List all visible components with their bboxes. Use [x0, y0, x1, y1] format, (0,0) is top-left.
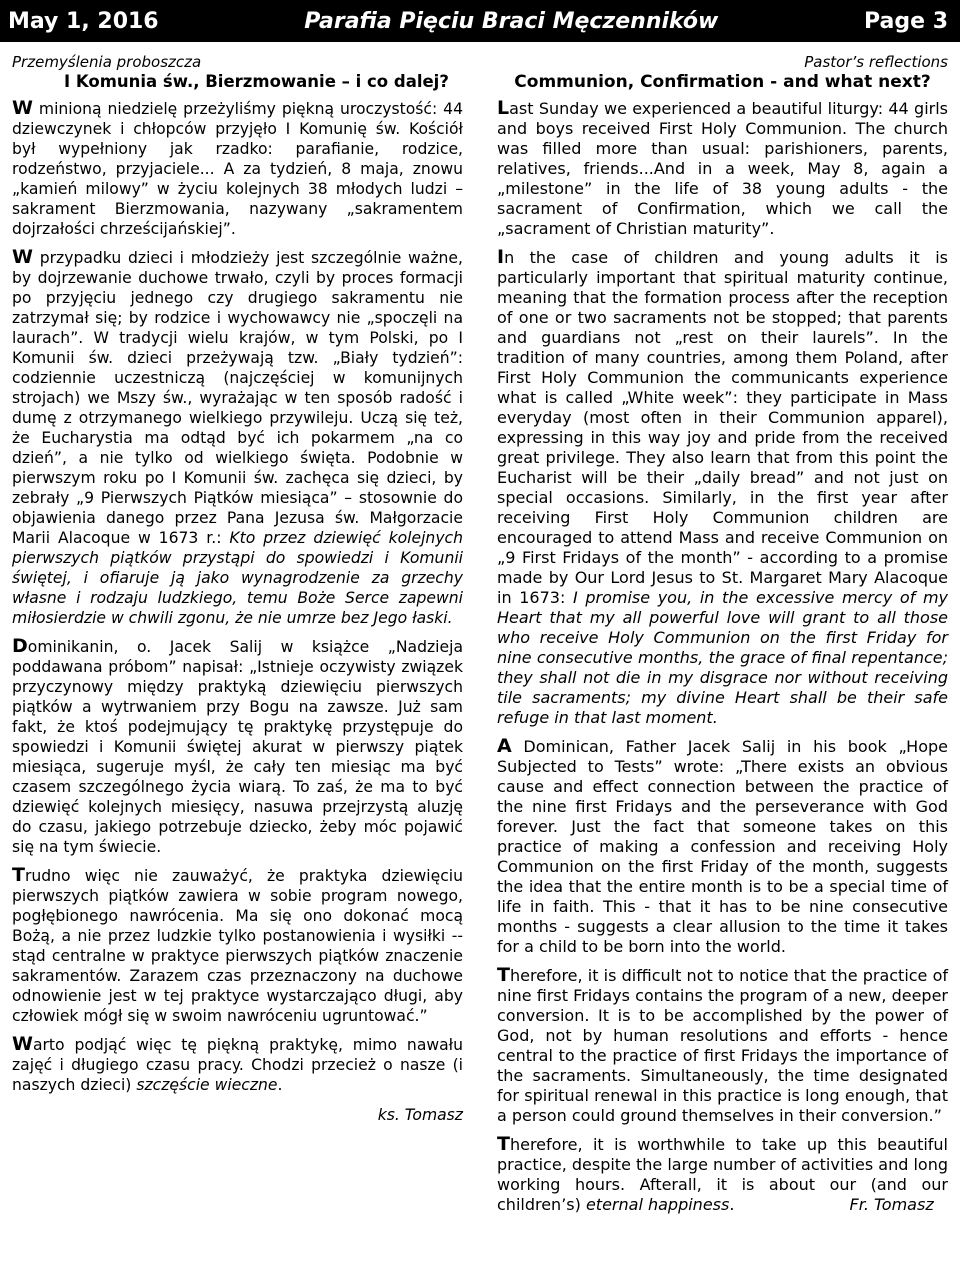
paragraph	[497, 1134, 948, 1215]
paragraph-text: minioną niedzielę przeżyliśmy piękną uroczystość: 44 dziewczynek i chłopców przyjęło I Komunię św. Kościół był wypełniony jak rzadko: parafianie, rodzice, rodzeństwo, przyjaciele... A za tydzień, 8 maja, znowu „kamień milowy” w życiu kolejnych 38 młodych ludzi – sakrament Bierzmowania, nazywany „sakramentem dojrzałości chrześcijańskiej”.	[12, 100, 463, 238]
drop-cap: I	[497, 246, 505, 268]
signature: Fr. Tomasz	[849, 1195, 934, 1214]
drop-cap: W	[12, 97, 33, 119]
polish-column	[12, 52, 463, 1125]
english-column	[497, 52, 948, 1223]
emphasis-italic: szczęście wieczne	[136, 1076, 278, 1094]
paragraph	[12, 865, 463, 1026]
header-bar	[0, 0, 960, 42]
emphasis-italic: eternal happiness	[585, 1195, 730, 1214]
paragraph	[497, 247, 948, 728]
issue-date: May 1, 2016	[8, 8, 159, 34]
paragraph	[497, 98, 948, 239]
signature: ks. Tomasz	[377, 1106, 463, 1124]
drop-cap: T	[12, 864, 25, 886]
paragraph-text: Dominican, Father Jacek Salij in his book „Hope Subjected to Tests” wrote: „There exists an obvious cause and effect connection between the practice of the nine first Fridays and the perseverance with God forever. Just the fact that someone takes on this practice of making a confession and receiving Holy Communion on the first Friday of the month, suggests the idea that the entire month is to be a special time of life in faith. This - that it has to be nine consecutive months - suggests a clear allusion to the time it takes for a child to be born into the world.	[497, 737, 948, 956]
paragraph-text: przypadku dzieci i młodzieży jest szczególnie ważne, by dojrzewanie duchowe trwało, czyli by proces formacji po przyjęciu jednego czy drugiego sakramentu nie zatrzymał się; by rodzice i wychowawcy nie „spoczęli na laurach”. W tradycji wielu krajów, w tym Polski, po I Komunii św. dzieci przeżywają tzw. „Biały tydzień”: codziennie uczestniczą (najczęściej w komunijnych strojach) we Mszy św., wyrażając w ten sposób radość i dumę z otrzymanego wielkiego przywileju. Uczą się też, że Eucharystia ma odtąd być ich pokarmem „na co dzień”, a nie tylko od wielkiego święta. Podobnie w pierwszym roku po I Komunii św. zachęca się dzieci, by zebrały „9 Pierwszych Piątków miesiąca” – stosownie do objawienia danego przez Pana Jezusa św. Małgorzacie Marii Alacoque w 1673 r.:	[12, 249, 463, 547]
drop-cap: L	[497, 97, 510, 119]
drop-cap: T	[497, 964, 510, 986]
paragraph	[12, 98, 463, 239]
paragraph-text: ast Sunday we experienced a beautiful liturgy: 44 girls and boys received First Holy Communion. The church was filled more than usual: parishioners, parents, relatives, friends...And in a week, May 8, again a „milestone” in the life of 38 young adults - the sacrament of Confirmation, which we call the „sacrament of Christian maturity”.	[497, 99, 948, 238]
column-kicker: Przemyślenia proboszcza	[12, 53, 202, 71]
drop-cap: A	[497, 735, 512, 757]
paragraph	[12, 636, 463, 857]
drop-cap: T	[497, 1133, 510, 1155]
drop-cap: D	[12, 635, 28, 657]
quotation-italic: I promise you, in the excessive mercy of my Heart that my all powerful love will grant to all those who receive Holy Communion on the first Friday for nine consecutive months, the grace of final repentance; they shall not die in my disgrace nor without receiving tile sacraments; my divine Heart shall be their safe refuge in that last moment.	[497, 588, 948, 727]
paragraph-text: ominikanin, o. Jacek Salij w książce „Nadzieja poddawana próbom” napisał: „Istnieje oczywisty związek przyczynowy między praktyką dziewięciu pierwszych piątków a wytrwaniem przy Bogu na zawsze. Już sam fakt, że ktoś podejmujący tę praktykę przystępuje do spowiedzi i Komunii świętej akurat w pierwszy piątek miesiąca, sugeruje myśl, że cały ten miesiąc ma być czasem szczególnego życia wiarą. To zaś, że ma to być dziewięć kolejnych miesięcy, nasuwa przejrzystą aluzję do czasu, jakiego potrzebuje dziecko, żeby móc pojawić się na tym świecie.	[12, 638, 463, 856]
paragraph-text: arto podjąć więc tę piękną praktykę, mimo nawału zajęć i długiego czasu pracy. Chodzi przecież o nasze (i naszych dzieci)	[12, 1036, 463, 1094]
drop-cap: W	[12, 246, 33, 268]
period: .	[277, 1076, 283, 1094]
column-kicker: Pastor’s reflections	[804, 53, 948, 71]
parish-name: Parafia Pięciu Braci Męczenników	[304, 8, 719, 34]
paragraph	[12, 1034, 463, 1095]
paragraph	[497, 736, 948, 957]
period: .	[729, 1195, 735, 1214]
article-title: Communion, Confirmation - and what next?	[514, 72, 931, 92]
paragraph-text: rudno więc nie zauważyć, że praktyka dziewięciu pierwszych piątków zawiera w sobie program nowego, pogłębionego nawrócenia. Ma się ono dokonać mocą Bożą, a nie przez ludzkie tylko postanowienia i wysiłki -- stąd centralne w praktyce pierwszych piątków znaczenie sakramentów. Zarazem czas przeznaczony na duchowe odnowienie jest w tej praktyce wystarczająco długi, aby człowiek mógł się w swoim nawróceniu ugruntować.”	[12, 867, 463, 1025]
paragraph-text: n the case of children and young adults it is particularly important that spiritual maturity continue, meaning that the formation process after the reception of one or two sacraments not be stopped; that parents and guardians not „rest on their laurels”. In the tradition of many countries, among them Poland, after First Holy Communion the communicants experience what is called „White week”: they participate in Mass everyday (most often in their Communion apparel), expressing in this way joy and pride from the received great privilege. They also learn that from this point the Eucharist will be their „daily bread” and not just on special occasions. Similarly, in the first year after receiving First Holy Communion children are encouraged to attend Mass and receive Communion on „9 First Fridays of the month” - according to a promise made by Our Lord Jesus to St. Margaret Mary Alacoque in 1673:	[497, 248, 948, 607]
paragraph-text: herefore, it is difficult not to notice that the practice of nine first Fridays contains the program of a new, deeper conversion. It is to be accomplished by the power of God, not by human resolutions and efforts - hence central to the practice of first Fridays the importance of the sacraments. Simultaneously, the time designated for spiritual renewal in this practice is long enough, that a person could ground themselves in their conversion.”	[497, 966, 948, 1125]
paragraph-text: herefore, it is worthwhile to take up this beautiful practice, despite the large number of activities and long working hours. Afterall, it is about our (and our children’s)	[497, 1135, 948, 1214]
drop-cap: W	[12, 1033, 33, 1055]
page-number: Page 3	[863, 8, 948, 34]
article-title: I Komunia św., Bierzmowanie – i co dalej?	[64, 72, 449, 91]
paragraph	[12, 247, 463, 628]
paragraph	[497, 965, 948, 1126]
quotation-italic: Kto przez dziewięć kolejnych pierwszych piątków przystąpi do spowiedzi i Komunii świętej, i ofiaruje ją jako wynagrodzenie za grzechy własne i rodzaju ludzkiego, temu Boże Serce zapewni miłosierdzie w chwili zgonu, że nie umrze bez Jego łaski.	[12, 529, 464, 627]
